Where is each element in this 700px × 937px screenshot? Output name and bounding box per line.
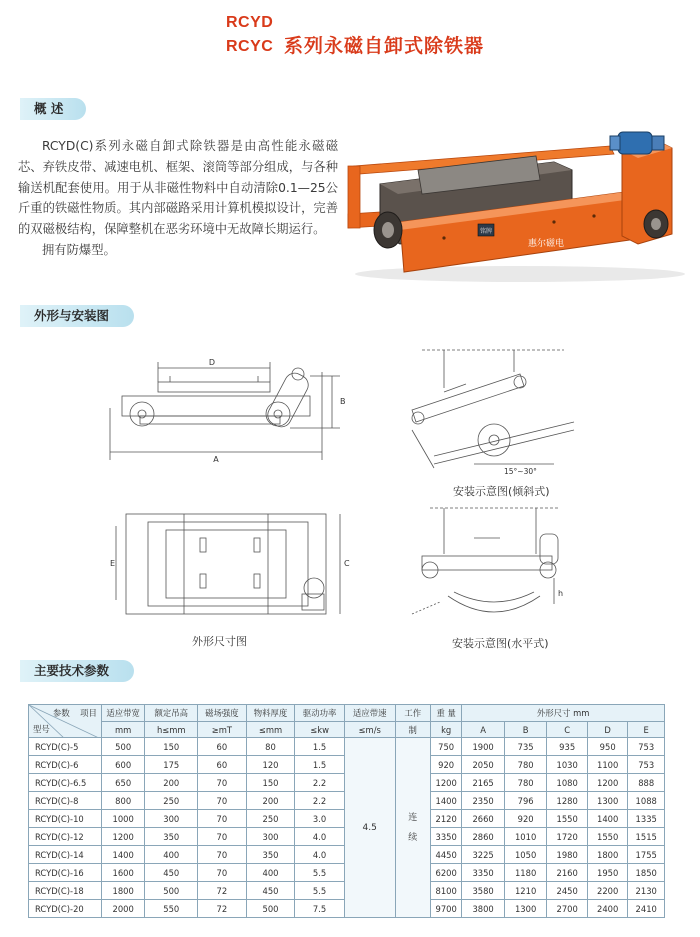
section-specs-tab: 主要技术参数 bbox=[20, 660, 134, 682]
horizontal-install-drawing bbox=[404, 504, 576, 628]
cell-thick: 300 bbox=[246, 828, 295, 846]
cell-e: 2410 bbox=[628, 900, 665, 918]
cell-power: 4.0 bbox=[295, 828, 345, 846]
cell-weight: 2120 bbox=[430, 810, 461, 828]
cell-a: 3350 bbox=[462, 864, 505, 882]
cell-field: 70 bbox=[198, 846, 247, 864]
header-work: 工作 bbox=[395, 705, 430, 722]
cell-belt: 1400 bbox=[101, 846, 145, 864]
cell-hang: 175 bbox=[145, 756, 198, 774]
drum-right-hub bbox=[651, 218, 661, 230]
header-dim-a: A bbox=[462, 722, 505, 738]
inner-frame bbox=[148, 522, 308, 606]
header-hang-height: 额定吊高 bbox=[145, 705, 198, 722]
dim-label-d: D bbox=[208, 358, 216, 367]
cell-thick: 350 bbox=[246, 846, 295, 864]
section-dimensions-tab: 外形与安装图 bbox=[20, 305, 134, 327]
cell-b: 735 bbox=[504, 738, 547, 756]
cell-c: 1080 bbox=[547, 774, 588, 792]
dim-label-c: C bbox=[344, 559, 350, 568]
cell-e: 1335 bbox=[628, 810, 665, 828]
conveyor-belt bbox=[454, 592, 534, 602]
cell-e: 753 bbox=[628, 756, 665, 774]
top-frame bbox=[158, 382, 270, 392]
cell-d: 1950 bbox=[587, 864, 628, 882]
cell-hang: 350 bbox=[145, 828, 198, 846]
cell-c: 2450 bbox=[547, 882, 588, 900]
motor-fan-cover bbox=[610, 136, 620, 150]
cell-power: 4.0 bbox=[295, 846, 345, 864]
product-photo bbox=[340, 126, 692, 286]
corner-param: 参数 bbox=[53, 708, 70, 718]
cell-d: 2400 bbox=[587, 900, 628, 918]
gearbox bbox=[652, 136, 664, 150]
header-field: 磁场强度 bbox=[198, 705, 247, 722]
side-elevation-drawing bbox=[100, 352, 350, 477]
cell-belt: 1800 bbox=[101, 882, 145, 900]
cell-field: 72 bbox=[198, 882, 247, 900]
cell-a: 3800 bbox=[462, 900, 505, 918]
title-model-rcyd: RCYD bbox=[226, 14, 274, 31]
cell-thick: 200 bbox=[246, 792, 295, 810]
cell-field: 70 bbox=[198, 774, 247, 792]
cell-e: 2130 bbox=[628, 882, 665, 900]
page-title: 系列永磁自卸式除铁器 bbox=[284, 35, 485, 57]
bolt bbox=[592, 214, 595, 217]
cell-hang: 200 bbox=[145, 774, 198, 792]
cell-field: 60 bbox=[198, 756, 247, 774]
unit-speed: ≤m/s bbox=[344, 722, 395, 738]
work-char-1: 连 bbox=[408, 812, 418, 823]
cell-weight: 920 bbox=[430, 756, 461, 774]
cell-model: RCYD(C)-5 bbox=[29, 738, 102, 756]
corner-model: 型号 bbox=[33, 724, 50, 734]
cell-b: 1010 bbox=[504, 828, 547, 846]
cell-belt: 1600 bbox=[101, 864, 145, 882]
cell-b: 1300 bbox=[504, 900, 547, 918]
cell-field: 72 bbox=[198, 900, 247, 918]
cell-belt: 2000 bbox=[101, 900, 145, 918]
cell-d: 1800 bbox=[587, 846, 628, 864]
cell-a: 2860 bbox=[462, 828, 505, 846]
cell-b: 1050 bbox=[504, 846, 547, 864]
flow-arrow bbox=[444, 384, 466, 392]
cell-weight: 4450 bbox=[430, 846, 461, 864]
cell-hang: 500 bbox=[145, 882, 198, 900]
h-label: h bbox=[558, 589, 564, 598]
discharge-line bbox=[412, 602, 440, 614]
drum-left-hub bbox=[382, 222, 394, 238]
unit-power: ≤kw bbox=[295, 722, 345, 738]
cell-a: 2660 bbox=[462, 810, 505, 828]
cell-belt: 500 bbox=[101, 738, 145, 756]
cell-e: 1088 bbox=[628, 792, 665, 810]
unit-weight: kg bbox=[430, 722, 461, 738]
cell-c: 1280 bbox=[547, 792, 588, 810]
work-char-2: 续 bbox=[408, 832, 418, 843]
cell-a: 1900 bbox=[462, 738, 505, 756]
overview-text bbox=[18, 136, 338, 261]
cell-model: RCYD(C)-14 bbox=[29, 846, 102, 864]
cell-thick: 450 bbox=[246, 882, 295, 900]
head-pulley bbox=[478, 424, 510, 456]
cell-belt: 1000 bbox=[101, 810, 145, 828]
section-overview-tab: 概 述 bbox=[20, 98, 86, 120]
cell-e: 1850 bbox=[628, 864, 665, 882]
cell-thick: 80 bbox=[246, 738, 295, 756]
bolt bbox=[552, 220, 555, 223]
drive-housing-outline bbox=[540, 534, 558, 564]
header-dim-c: C bbox=[547, 722, 588, 738]
angle-label: 15°~30° bbox=[504, 467, 537, 476]
header-speed: 适应带速 bbox=[344, 705, 395, 722]
corner-item: 项目 bbox=[80, 708, 97, 718]
cell-e: 1755 bbox=[628, 846, 665, 864]
header-thickness: 物料厚度 bbox=[246, 705, 295, 722]
unit-work: 制 bbox=[395, 722, 430, 738]
cell-weight: 1200 bbox=[430, 774, 461, 792]
header-weight: 重 量 bbox=[430, 705, 461, 722]
overview-paragraph-1: RCYD(C)系列永磁自卸式除铁器是由高性能永磁磁芯、弃铁皮带、减速电机、框架、滚筒等部分组成，与各种输送机配套使用。用于从非磁性物料中自动清除0.1—25公斤重的铁磁性物质。其内部磁路采用计算机模拟设计，完善的双磁极结构，保障整机在恶劣环境中无故障长期运行。 bbox=[18, 139, 338, 237]
cell-model: RCYD(C)-6 bbox=[29, 756, 102, 774]
gearbox-plan bbox=[302, 594, 324, 610]
cell-e: 1515 bbox=[628, 828, 665, 846]
inclined-install-drawing bbox=[404, 346, 576, 476]
cell-model: RCYD(C)-10 bbox=[29, 810, 102, 828]
conveyor-line bbox=[434, 430, 574, 464]
dim-label-a: A bbox=[213, 455, 219, 464]
cell-b: 796 bbox=[504, 792, 547, 810]
cell-weight: 1400 bbox=[430, 792, 461, 810]
cell-a: 3580 bbox=[462, 882, 505, 900]
cell-power: 1.5 bbox=[295, 738, 345, 756]
cell-belt: 800 bbox=[101, 792, 145, 810]
cell-weight: 9700 bbox=[430, 900, 461, 918]
caption-horizontal-install: 安装示意图(水平式) bbox=[452, 637, 549, 650]
overview-paragraph-2: 拥有防爆型。 bbox=[42, 242, 116, 257]
unit-belt-width: mm bbox=[101, 722, 145, 738]
cell-model: RCYD(C)-12 bbox=[29, 828, 102, 846]
cell-a: 2165 bbox=[462, 774, 505, 792]
cell-hang: 300 bbox=[145, 810, 198, 828]
cell-e: 888 bbox=[628, 774, 665, 792]
brand-label: 惠尔磁电 bbox=[528, 239, 565, 249]
cell-a: 2350 bbox=[462, 792, 505, 810]
table-row bbox=[29, 738, 665, 756]
cell-thick: 150 bbox=[246, 774, 295, 792]
cell-d: 2200 bbox=[587, 882, 628, 900]
top-plan-drawing bbox=[108, 508, 354, 626]
cell-weight: 750 bbox=[430, 738, 461, 756]
cell-b: 1180 bbox=[504, 864, 547, 882]
cell-power: 2.2 bbox=[295, 774, 345, 792]
magnet-body bbox=[140, 416, 280, 424]
unit-field: ≥mT bbox=[198, 722, 247, 738]
bracket bbox=[200, 574, 206, 588]
bolt bbox=[442, 236, 445, 239]
header-dim-d: D bbox=[587, 722, 628, 738]
cell-d: 1550 bbox=[587, 828, 628, 846]
drum-right-axle bbox=[274, 410, 282, 418]
cell-c: 2700 bbox=[547, 900, 588, 918]
cell-work-merged bbox=[395, 738, 430, 918]
cell-b: 1210 bbox=[504, 882, 547, 900]
cell-power: 1.5 bbox=[295, 756, 345, 774]
cell-model: RCYD(C)-16 bbox=[29, 864, 102, 882]
header-corner bbox=[29, 705, 102, 738]
cell-power: 5.5 bbox=[295, 864, 345, 882]
separator-horizontal bbox=[422, 556, 552, 570]
cell-belt: 650 bbox=[101, 774, 145, 792]
drum-left-axle bbox=[138, 410, 146, 418]
cell-weight: 8100 bbox=[430, 882, 461, 900]
caption-outline-drawing: 外形尺寸图 bbox=[192, 635, 247, 648]
unit-thickness: ≤mm bbox=[246, 722, 295, 738]
caption-inclined-install: 安装示意图(倾斜式) bbox=[453, 485, 550, 498]
header-power: 驱动功率 bbox=[295, 705, 345, 722]
cell-model: RCYD(C)-20 bbox=[29, 900, 102, 918]
chute bbox=[412, 430, 434, 468]
cell-a: 3225 bbox=[462, 846, 505, 864]
cell-d: 1100 bbox=[587, 756, 628, 774]
frame-end-post bbox=[348, 166, 360, 228]
cell-field: 70 bbox=[198, 810, 247, 828]
drum-incline-right bbox=[514, 376, 526, 388]
cell-weight: 6200 bbox=[430, 864, 461, 882]
cell-hang: 450 bbox=[145, 864, 198, 882]
cell-thick: 120 bbox=[246, 756, 295, 774]
cell-hang: 550 bbox=[145, 900, 198, 918]
cell-belt: 600 bbox=[101, 756, 145, 774]
cell-power: 3.0 bbox=[295, 810, 345, 828]
cell-power: 7.5 bbox=[295, 900, 345, 918]
cell-hang: 150 bbox=[145, 738, 198, 756]
unit-hang-height: h≤mm bbox=[145, 722, 198, 738]
cell-hang: 250 bbox=[145, 792, 198, 810]
cell-speed-merged: 4.5 bbox=[344, 738, 395, 918]
cell-e: 753 bbox=[628, 738, 665, 756]
cell-thick: 500 bbox=[246, 900, 295, 918]
header-dims: 外形尺寸 mm bbox=[462, 705, 665, 722]
header-dim-e: E bbox=[628, 722, 665, 738]
drum-left-outline bbox=[130, 402, 154, 426]
outer-frame bbox=[126, 514, 326, 614]
motor bbox=[618, 132, 652, 154]
cell-c: 1980 bbox=[547, 846, 588, 864]
cell-belt: 1200 bbox=[101, 828, 145, 846]
cell-d: 1200 bbox=[587, 774, 628, 792]
cell-thick: 250 bbox=[246, 810, 295, 828]
title-model-rcyc: RCYC bbox=[226, 38, 274, 55]
cell-c: 1550 bbox=[547, 810, 588, 828]
cell-b: 920 bbox=[504, 810, 547, 828]
motor-plan bbox=[304, 578, 324, 598]
cell-power: 5.5 bbox=[295, 882, 345, 900]
separator-inclined bbox=[412, 374, 524, 422]
cell-a: 2050 bbox=[462, 756, 505, 774]
cell-d: 950 bbox=[587, 738, 628, 756]
head-pulley-axle bbox=[489, 435, 499, 445]
cell-d: 1400 bbox=[587, 810, 628, 828]
spec-table bbox=[28, 704, 665, 918]
drum-right-outline bbox=[266, 402, 290, 426]
cell-c: 1030 bbox=[547, 756, 588, 774]
cell-hang: 400 bbox=[145, 846, 198, 864]
cell-d: 1300 bbox=[587, 792, 628, 810]
cell-b: 780 bbox=[504, 774, 547, 792]
cell-power: 2.2 bbox=[295, 792, 345, 810]
cell-model: RCYD(C)-18 bbox=[29, 882, 102, 900]
cell-field: 70 bbox=[198, 828, 247, 846]
cell-c: 1720 bbox=[547, 828, 588, 846]
cell-thick: 400 bbox=[246, 864, 295, 882]
cell-field: 70 bbox=[198, 792, 247, 810]
cell-c: 935 bbox=[547, 738, 588, 756]
drum-incline-left bbox=[412, 412, 424, 424]
dim-label-e: E bbox=[110, 559, 116, 568]
cell-model: RCYD(C)-8 bbox=[29, 792, 102, 810]
header-belt-width: 适应带宽 bbox=[101, 705, 145, 722]
cell-b: 780 bbox=[504, 756, 547, 774]
cell-model: RCYD(C)-6.5 bbox=[29, 774, 102, 792]
bracket bbox=[200, 538, 206, 552]
cell-c: 2160 bbox=[547, 864, 588, 882]
header-dim-b: B bbox=[504, 722, 547, 738]
conveyor-trough bbox=[448, 596, 540, 612]
nameplate-text: 铭牌 bbox=[479, 228, 493, 235]
bracket bbox=[254, 538, 260, 552]
cell-field: 60 bbox=[198, 738, 247, 756]
cell-field: 70 bbox=[198, 864, 247, 882]
bracket bbox=[254, 574, 260, 588]
cell-weight: 3350 bbox=[430, 828, 461, 846]
dim-label-b: B bbox=[340, 397, 346, 406]
